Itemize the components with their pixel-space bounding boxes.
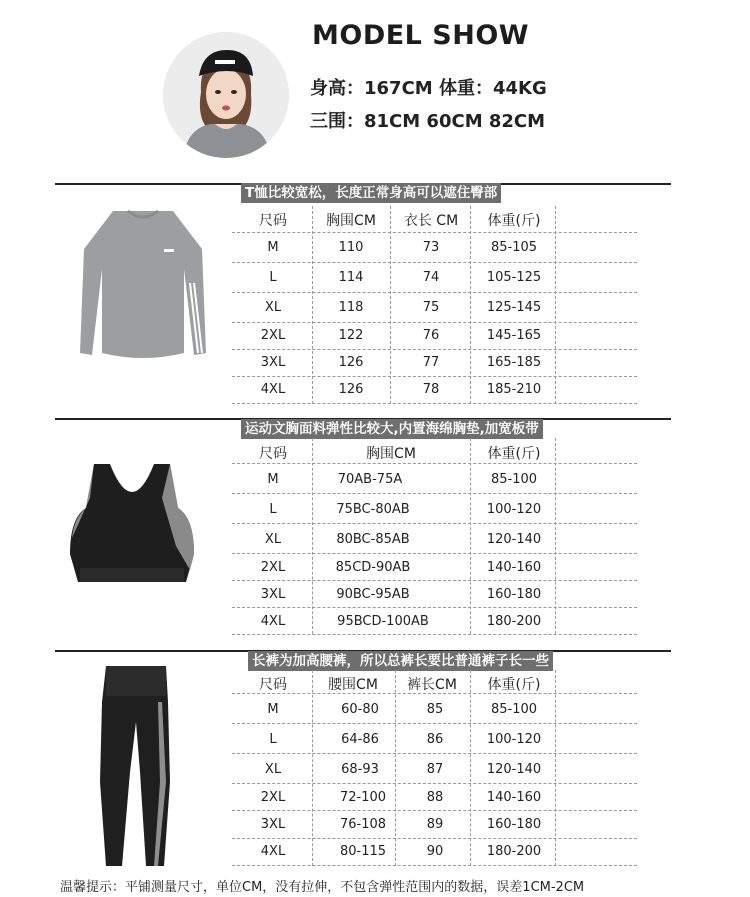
footer-note: 温馨提示：平铺测量尺寸，单位CM，没有拉伸，不包含弹性范围内的数据，误差1CM-2CM — [60, 880, 585, 895]
table-cell: XL — [264, 762, 282, 777]
table-header: 尺码 — [259, 213, 287, 229]
grid-line — [232, 292, 637, 293]
table-cell: 89 — [426, 817, 444, 832]
table-cell: 74 — [422, 270, 440, 285]
table-cell: 114 — [338, 270, 364, 285]
table-cell: 180-200 — [486, 614, 542, 629]
section-banner: T恤比较宽松，长度正常身高可以遮住臀部 — [241, 183, 501, 203]
table-cell: M — [267, 240, 279, 255]
table-cell: 3XL — [260, 355, 286, 370]
grid-line — [232, 865, 637, 866]
grid-line — [555, 438, 556, 634]
grid-line — [390, 206, 391, 404]
table-cell: 185-210 — [486, 382, 542, 397]
table-cell: 122 — [338, 328, 364, 343]
table-header: 体重(斤) — [487, 677, 541, 693]
table-header: 体重(斤) — [487, 446, 541, 462]
grid-line — [555, 670, 556, 866]
grid-line — [232, 463, 637, 464]
section-banner: 长裤为加高腰裤，所以总裤长要比普通裤子长一些 — [248, 651, 553, 671]
table-cell: L — [269, 502, 277, 517]
table-cell: 85 — [426, 702, 444, 717]
table-cell: 100-120 — [486, 502, 542, 517]
table-cell: 160-180 — [486, 587, 542, 602]
grid-line — [312, 670, 313, 866]
model-measurements: 三围：81CM 60CM 82CM — [310, 111, 546, 132]
page-title: MODEL SHOW — [312, 20, 530, 51]
table-cell: 120-140 — [486, 532, 542, 547]
grid-line — [232, 349, 637, 350]
model-height-weight: 身高：167CM 体重：44KG — [310, 78, 547, 99]
table-cell: 2XL — [260, 560, 286, 575]
table-header: 体重(斤) — [487, 213, 541, 229]
table-cell: 125-145 — [486, 300, 542, 315]
table-cell: 85-105 — [490, 240, 538, 255]
table-cell: 140-160 — [486, 560, 542, 575]
grid-line — [232, 403, 637, 404]
table-cell: 68-93 — [341, 762, 379, 777]
table-cell: 95BCD-100AB — [337, 614, 429, 629]
table-header: 胸围CM — [326, 213, 376, 229]
table-cell: 70AB-75A — [337, 472, 403, 487]
table-cell: 3XL — [260, 587, 286, 602]
table-cell: 110 — [338, 240, 364, 255]
grid-line — [470, 670, 471, 866]
table-cell: 78 — [422, 382, 440, 397]
model-avatar — [163, 32, 289, 158]
table-cell: 80-115 — [339, 844, 387, 859]
table-cell: 120-140 — [486, 762, 542, 777]
grid-line — [232, 810, 637, 811]
grid-line — [232, 553, 637, 554]
sports-bra-image — [66, 458, 198, 588]
grid-line — [232, 607, 637, 608]
table-cell: 2XL — [260, 790, 286, 805]
table-header: 裤长CM — [407, 677, 457, 693]
table-cell: 3XL — [260, 817, 286, 832]
table-header: 尺码 — [259, 446, 287, 462]
table-cell: 85-100 — [490, 702, 538, 717]
grid-line — [232, 322, 637, 323]
table-cell: M — [267, 702, 279, 717]
table-cell: 72-100 — [339, 790, 387, 805]
table-cell: 75 — [422, 300, 440, 315]
grid-line — [232, 580, 637, 581]
table-cell: M — [267, 472, 279, 487]
grid-line — [312, 438, 313, 634]
table-cell: XL — [264, 300, 282, 315]
grid-line — [232, 376, 637, 377]
grid-line — [232, 753, 637, 754]
table-cell: 80BC-85AB — [336, 532, 410, 547]
table-cell: L — [269, 270, 277, 285]
grid-line — [470, 438, 471, 634]
table-cell: 165-185 — [486, 355, 542, 370]
table-cell: 85-100 — [490, 472, 538, 487]
table-cell: 60-80 — [341, 702, 379, 717]
table-cell: 105-125 — [486, 270, 542, 285]
table-cell: 75BC-80AB — [336, 502, 410, 517]
table-cell: 76 — [422, 328, 440, 343]
section-banner: 运动文胸面料弹性比较大,内置海绵胸垫,加宽板带 — [241, 419, 543, 439]
table-cell: 180-200 — [486, 844, 542, 859]
table-header: 衣长 CM — [403, 213, 459, 229]
table-cell: 4XL — [260, 844, 286, 859]
table-cell: 2XL — [260, 328, 286, 343]
table-cell: 90 — [426, 844, 444, 859]
table-cell: 4XL — [260, 382, 286, 397]
grid-line — [232, 493, 637, 494]
table-cell: 87 — [426, 762, 444, 777]
table-cell: 73 — [422, 240, 440, 255]
table-cell: 145-165 — [486, 328, 542, 343]
grid-line — [232, 523, 637, 524]
table-cell: XL — [264, 532, 282, 547]
table-cell: 118 — [338, 300, 364, 315]
table-cell: 64-86 — [341, 732, 379, 747]
grid-line — [232, 634, 637, 635]
table-cell: 126 — [338, 382, 364, 397]
leggings-image — [92, 662, 176, 870]
tshirt-image — [78, 203, 208, 363]
table-cell: 77 — [422, 355, 440, 370]
table-cell: 86 — [426, 732, 444, 747]
grid-line — [555, 206, 556, 404]
table-cell: 88 — [426, 790, 444, 805]
grid-line — [232, 232, 637, 233]
grid-line — [232, 783, 637, 784]
table-cell: 4XL — [260, 614, 286, 629]
table-cell: 85CD-90AB — [335, 560, 411, 575]
table-cell: 90BC-95AB — [336, 587, 410, 602]
table-cell: 100-120 — [486, 732, 542, 747]
table-cell: 140-160 — [486, 790, 542, 805]
table-header: 腰围CM — [328, 677, 378, 693]
grid-line — [312, 206, 313, 404]
table-header: 胸围CM — [366, 446, 416, 462]
table-cell: 76-108 — [339, 817, 387, 832]
table-cell: 160-180 — [486, 817, 542, 832]
table-header: 尺码 — [259, 677, 287, 693]
grid-line — [232, 838, 637, 839]
table-cell: L — [269, 732, 277, 747]
grid-line — [232, 723, 637, 724]
grid-line — [470, 206, 471, 404]
table-cell: 126 — [338, 355, 364, 370]
grid-line — [232, 262, 637, 263]
